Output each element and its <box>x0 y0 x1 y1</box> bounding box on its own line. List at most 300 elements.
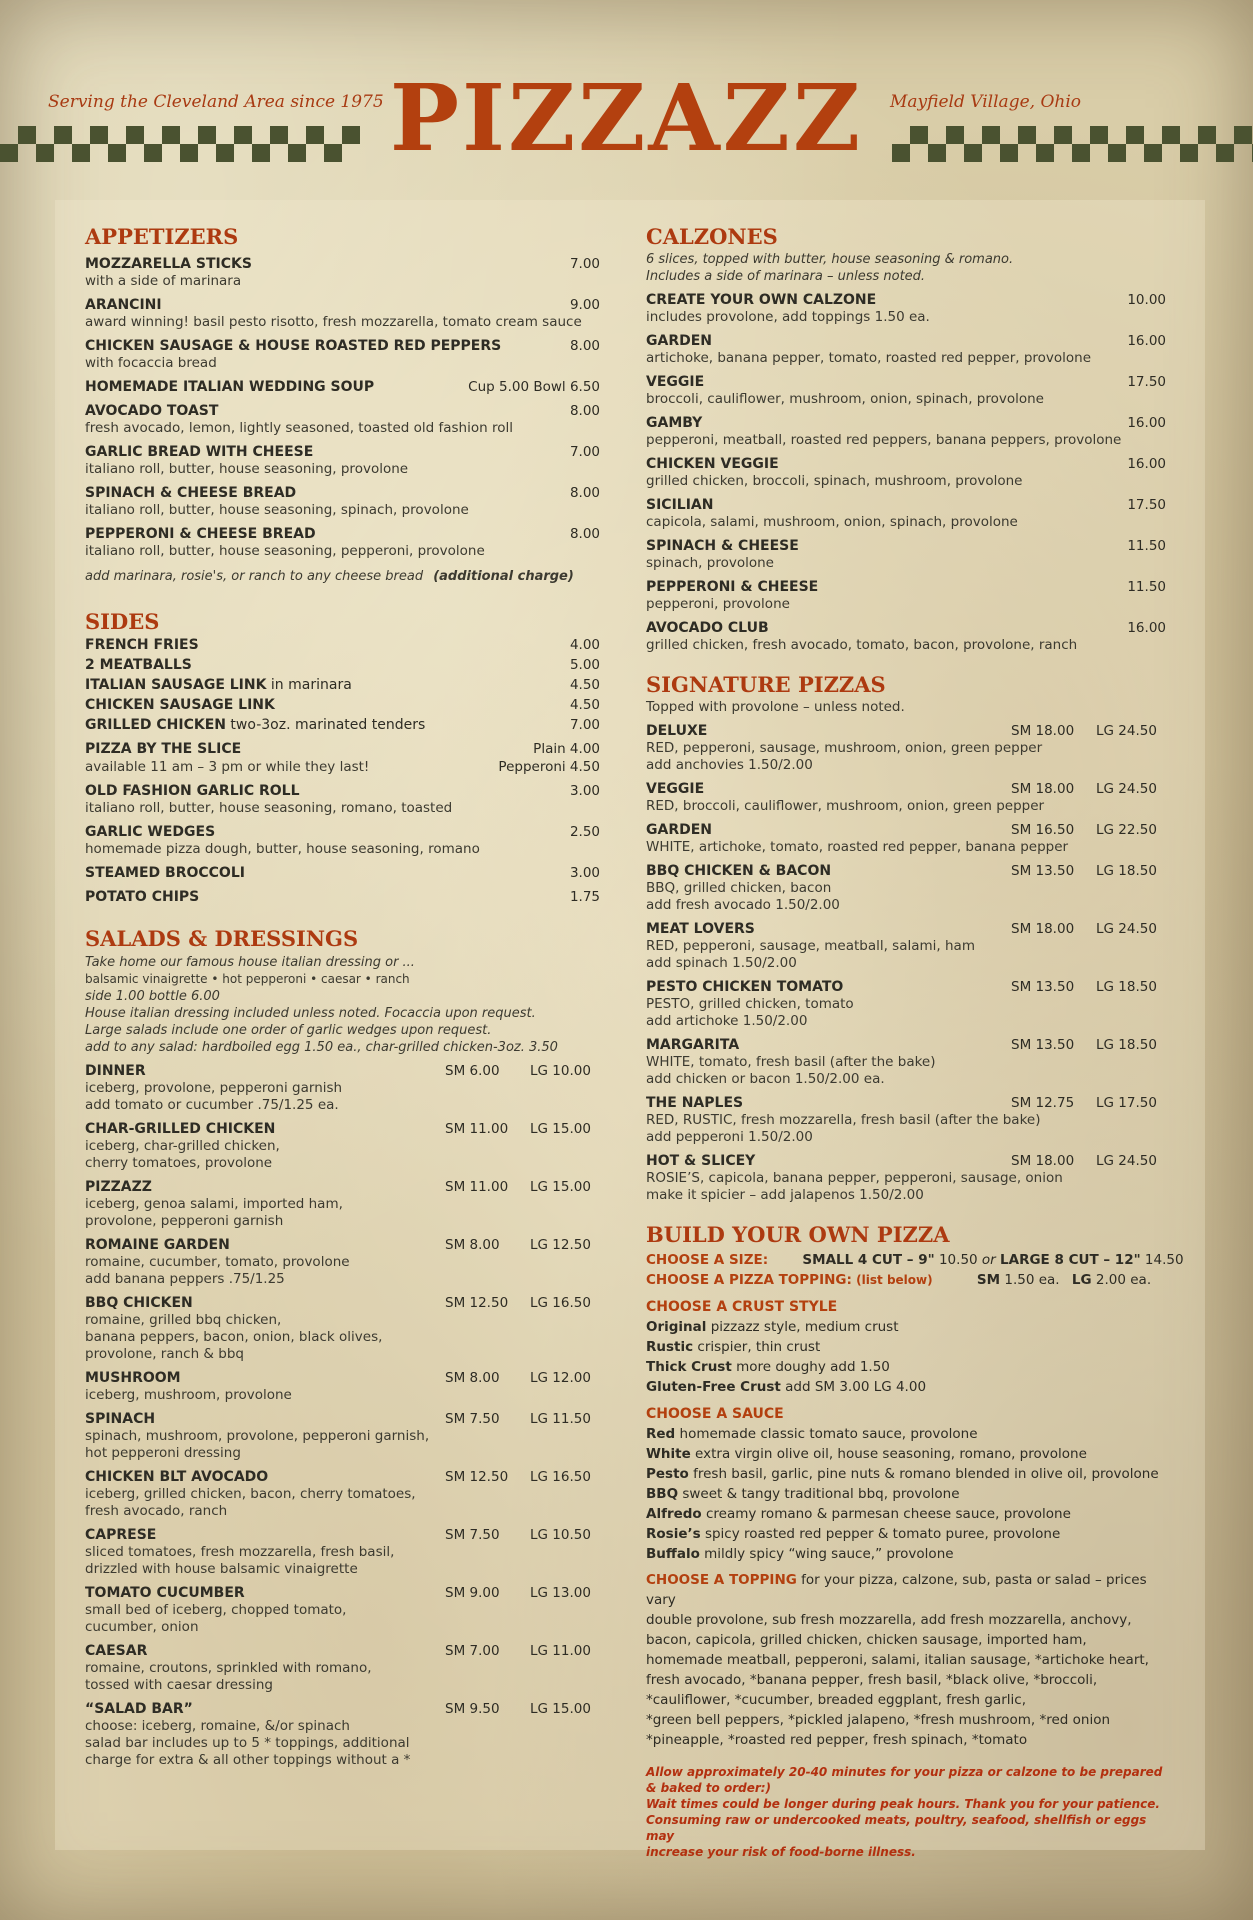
item-sizes <box>1011 722 1166 740</box>
menu-item <box>646 722 1166 774</box>
salads-section <box>85 926 600 1768</box>
menu-item <box>85 1236 600 1288</box>
item-desc: romaine, grilled bbq chicken, <box>85 1311 282 1328</box>
menu-item <box>85 1700 600 1769</box>
price-small: SM 13.50 <box>1011 979 1075 996</box>
item-desc: choose: iceberg, romaine, &/or spinach <box>85 1717 350 1734</box>
price-large: LG 16.50 <box>530 1294 591 1311</box>
item-desc: add fresh avocado 1.50/2.00 <box>646 897 840 914</box>
item-name: STEAMED BROCCOLI <box>85 865 245 882</box>
topping-line: *green bell peppers, *pickled jalapeno, *fresh mushroom, *red onion <box>646 1711 1111 1728</box>
menu-item <box>646 920 1166 972</box>
note-text: add marinara, rosie's, or ranch to any cheese bread <box>85 569 424 585</box>
item-extra: two-3oz. marinated tenders <box>225 717 426 734</box>
option-name: Alfredo <box>646 1505 702 1522</box>
size-small: SMALL 4 CUT – 9" <box>802 1251 935 1268</box>
item-row <box>85 484 600 502</box>
item-desc: fresh avocado, ranch <box>85 1502 228 1519</box>
item-name: PESTO CHICKEN TOMATO <box>646 979 844 996</box>
price-small: SM 12.50 <box>445 1294 509 1311</box>
item-name: BBQ CHICKEN & BACON <box>646 863 832 880</box>
sauce-option <box>646 1544 1166 1564</box>
item-name: CHICKEN BLT AVOCADO <box>85 1468 269 1485</box>
item-desc: grilled chicken, broccoli, spinach, mushroom, provolone <box>646 473 1023 490</box>
topping-head-rest: for your pizza, calzone, sub, pasta or salad – prices vary <box>646 1571 1147 1608</box>
item-desc: WHITE, tomato, fresh basil (after the bake) <box>646 1054 936 1071</box>
item-sizes <box>1011 920 1166 938</box>
salad-dressing-prices: side 1.00 bottle 6.00 <box>85 988 220 1004</box>
item-name: 2 MEATBALLS <box>85 657 192 674</box>
item-desc: with a side of marinara <box>85 273 242 290</box>
salad-dressings: balsamic vinaigrette • hot pepperoni • caesar • ranch <box>85 971 410 986</box>
option-name: Gluten-Free Crust <box>646 1378 781 1395</box>
item-sizes <box>445 1410 600 1428</box>
item-desc: available 11 am – 3 pm or while they last! <box>85 759 370 776</box>
item-desc: tossed with caesar dressing <box>85 1676 273 1693</box>
option-desc: spicy roasted red pepper & tomato puree, provolone <box>700 1525 1061 1542</box>
topping-line: homemade meatball, pepperoni, salami, italian sausage, *artichoke heart, <box>646 1651 1149 1668</box>
item-sizes <box>445 1468 600 1486</box>
crust-option <box>646 1317 1166 1337</box>
item-row <box>85 337 600 355</box>
item-name: POTATO CHIPS <box>85 889 200 906</box>
price-small: SM 11.00 <box>445 1120 509 1137</box>
item-price: Pepperoni 4.50 <box>498 759 600 776</box>
menu-item <box>85 402 600 437</box>
item-desc: fresh avocado, lemon, lightly seasoned, toasted old fashion roll <box>85 420 513 437</box>
item-row <box>85 696 600 714</box>
option-name: BBQ <box>646 1485 679 1502</box>
item-price: 11.50 <box>1127 538 1166 555</box>
item-price: 16.00 <box>1127 620 1166 637</box>
item-extra: in marinara <box>266 677 352 694</box>
item-desc: with focaccia bread <box>85 355 217 372</box>
item-row <box>85 1120 600 1138</box>
signature-list <box>646 722 1166 1204</box>
item-name: MARGARITA <box>646 1037 740 1054</box>
item-row <box>646 780 1166 798</box>
item-desc: italiano roll, butter, house seasoning, pepperoni, provolone <box>85 543 485 560</box>
item-desc: RED, pepperoni, sausage, mushroom, onion, green pepper <box>646 740 1043 757</box>
price-large: LG 24.50 <box>1096 921 1157 938</box>
menu-item <box>85 696 600 714</box>
item-sizes <box>1011 1152 1166 1170</box>
item-name: PEPPERONI & CHEESE BREAD <box>85 526 316 543</box>
menu-item <box>85 378 600 396</box>
item-row <box>85 525 600 543</box>
menu-item <box>85 636 600 654</box>
price-small: SM 16.50 <box>1011 822 1075 839</box>
item-name: HOMEMADE ITALIAN WEDDING SOUP <box>85 379 375 396</box>
price-small: SM 12.50 <box>445 1468 509 1485</box>
menu-item <box>646 1094 1166 1146</box>
menu-item <box>85 1294 600 1363</box>
menu-item <box>85 656 600 674</box>
item-sizes <box>445 1178 600 1196</box>
food-warning <box>646 1764 1166 1860</box>
item-name: ITALIAN SAUSAGE LINK in marinara <box>85 677 352 694</box>
item-name: CHICKEN SAUSAGE & HOUSE ROASTED RED PEPPERS <box>85 338 502 355</box>
price-large: LG 12.50 <box>530 1236 591 1253</box>
item-desc: sliced tomatoes, fresh mozzarella, fresh basil, <box>85 1543 395 1560</box>
item-price: 3.00 <box>569 783 600 800</box>
section-title: SALADS & DRESSINGS <box>85 926 359 952</box>
item-row <box>646 496 1166 514</box>
item-row <box>85 378 600 396</box>
topping-head-label: CHOOSE A TOPPING <box>646 1571 797 1588</box>
topping-line: *pineapple, *roasted red pepper, fresh spinach, *tomato <box>646 1731 1028 1748</box>
price-large: LG 10.00 <box>530 1062 591 1079</box>
menu-item <box>85 1468 600 1520</box>
sides-list-more <box>85 782 600 906</box>
menu-item <box>646 291 1166 326</box>
menu-item <box>85 1062 600 1114</box>
option-desc: creamy romano & parmesan cheese sauce, provolone <box>701 1505 1071 1522</box>
crust-option <box>646 1357 1166 1377</box>
item-desc: drizzled with house balsamic vinaigrette <box>85 1560 358 1577</box>
appetizers-note <box>85 568 600 585</box>
item-desc: provolone, pepperoni garnish <box>85 1212 284 1229</box>
price-small: SM 7.00 <box>445 1642 500 1659</box>
size-or: or <box>981 1251 996 1268</box>
menu-item <box>85 296 600 331</box>
sauce-option <box>646 1484 1166 1504</box>
item-price: 9.00 <box>569 297 600 314</box>
item-row <box>85 402 600 420</box>
price-large: LG 15.00 <box>530 1178 591 1195</box>
item-price: 4.50 <box>569 697 600 714</box>
item-row <box>646 537 1166 555</box>
option-desc: homemade classic tomato sauce, provolone <box>675 1425 978 1442</box>
topping-note: (list below) <box>856 1272 933 1287</box>
item-sizes <box>1011 821 1166 839</box>
price-small: SM 7.50 <box>445 1410 500 1427</box>
item-desc: add banana peppers .75/1.25 <box>85 1270 285 1287</box>
menu-item <box>646 455 1166 490</box>
item-desc: cherry tomatoes, provolone <box>85 1154 273 1171</box>
item-name: ARANCINI <box>85 297 162 314</box>
item-desc: artichoke, banana pepper, tomato, roasted red pepper, provolone <box>646 350 1092 367</box>
menu-item <box>646 537 1166 572</box>
item-price: 1.75 <box>569 889 600 906</box>
item-name: OLD FASHION GARLIC ROLL <box>85 783 300 800</box>
item-name: PEPPERONI & CHEESE <box>646 579 819 596</box>
item-desc: spinach, provolone <box>646 555 774 572</box>
price-small: SM 9.50 <box>445 1700 500 1717</box>
item-desc: banana peppers, bacon, onion, black olives, <box>85 1328 383 1345</box>
right-column <box>646 224 1184 1860</box>
item-desc: grilled chicken, fresh avocado, tomato, bacon, provolone, ranch <box>646 637 1078 654</box>
item-name: BBQ CHICKEN <box>85 1294 193 1311</box>
item-name: THE NAPLES <box>646 1095 744 1112</box>
item-name: GARLIC WEDGES <box>85 824 216 841</box>
item-desc: iceberg, char-grilled chicken, <box>85 1137 280 1154</box>
item-desc: homemade pizza dough, butter, house seasoning, romano <box>85 841 480 858</box>
sauce-label: CHOOSE A SAUCE <box>646 1405 784 1422</box>
item-name: DINNER <box>85 1062 146 1079</box>
item-row <box>85 1642 600 1660</box>
item-row <box>646 821 1166 839</box>
option-desc: more doughy add 1.50 <box>731 1358 890 1375</box>
item-price: 16.00 <box>1127 456 1166 473</box>
item-row <box>85 656 600 674</box>
item-price: 10.00 <box>1127 292 1166 309</box>
item-desc: pepperoni, meatball, roasted red peppers, banana peppers, provolone <box>646 432 1122 449</box>
item-row <box>85 1369 600 1387</box>
item-price: Plain 4.00 <box>533 741 600 758</box>
price-small: SM 13.50 <box>1011 1037 1075 1054</box>
price-large: LG 12.00 <box>530 1369 591 1386</box>
item-name: MOZZARELLA STICKS <box>85 256 252 273</box>
salads-list <box>85 1062 600 1769</box>
item-name: SPINACH & CHEESE BREAD <box>85 485 297 502</box>
item-row <box>646 1152 1166 1170</box>
item-name: CHICKEN SAUSAGE LINK <box>85 697 275 714</box>
item-price: 2.50 <box>569 824 600 841</box>
menu-item <box>85 1642 600 1694</box>
item-row <box>85 782 600 800</box>
item-price: 4.50 <box>569 677 600 694</box>
price-small: SM 18.00 <box>1011 1153 1075 1170</box>
item-name: AVOCADO TOAST <box>85 403 219 420</box>
item-row <box>646 414 1166 432</box>
price-large: LG 16.50 <box>530 1468 591 1485</box>
price-large: LG 18.50 <box>1096 1037 1157 1054</box>
item-name: DELUXE <box>646 723 708 740</box>
section-title: APPETIZERS <box>85 224 239 249</box>
item-row <box>85 1526 600 1544</box>
item-desc: romaine, croutons, sprinkled with romano, <box>85 1659 372 1676</box>
item-row <box>646 332 1166 350</box>
sides-section <box>85 609 600 906</box>
item-row <box>85 1236 600 1254</box>
item-desc: iceberg, mushroom, provolone <box>85 1386 292 1403</box>
menu-item <box>85 484 600 519</box>
topping-label: CHOOSE A PIZZA TOPPING: <box>646 1271 852 1288</box>
price-small: SM 6.00 <box>445 1062 500 1079</box>
salad-note: add to any salad: hardboiled egg 1.50 ea., char-grilled chicken-3oz. 3.50 <box>85 1039 558 1055</box>
menu-item <box>646 332 1166 367</box>
menu-item <box>85 676 600 694</box>
item-desc: italiano roll, butter, house seasoning, romano, toasted <box>85 800 453 817</box>
menu-item <box>646 780 1166 815</box>
option-name: Rosie’s <box>646 1525 701 1542</box>
menu-item <box>85 864 600 882</box>
item-row <box>85 1294 600 1312</box>
section-title: SIGNATURE PIZZAS <box>646 672 886 698</box>
option-desc: sweet & tangy traditional bbq, provolone <box>678 1485 960 1502</box>
item-row <box>85 1584 600 1602</box>
option-name: Thick Crust <box>646 1358 732 1375</box>
price-large: LG 17.50 <box>1096 1095 1157 1112</box>
topping-lg-price: 2.00 ea. <box>1095 1271 1152 1288</box>
option-desc: extra virgin olive oil, house seasoning, romano, provolone <box>690 1445 1087 1462</box>
warning-line: Wait times could be longer during peak hours. Thank you for your patience. <box>646 1796 1160 1811</box>
price-large: LG 24.50 <box>1096 781 1157 798</box>
item-desc: WHITE, artichoke, tomato, roasted red pepper, banana pepper <box>646 839 1069 856</box>
warning-line: Allow approximately 20-40 minutes for your pizza or calzone to be prepared & baked to order:) <box>646 1764 1163 1795</box>
left-column <box>85 224 600 1769</box>
item-price: 7.00 <box>569 256 600 273</box>
menu-item <box>646 578 1166 613</box>
item-name: SPINACH <box>85 1410 156 1427</box>
item-sizes <box>445 1062 600 1080</box>
item-desc: provolone, ranch & bbq <box>85 1345 244 1362</box>
option-name: White <box>646 1445 691 1462</box>
sauce-list <box>646 1424 1166 1564</box>
menu-item <box>646 496 1166 531</box>
item-name: HOT & SLICEY <box>646 1153 756 1170</box>
item-desc: BBQ, grilled chicken, bacon <box>646 880 832 897</box>
sauce-option <box>646 1504 1166 1524</box>
item-name: GARDEN <box>646 333 713 350</box>
item-desc: cucumber, onion <box>85 1618 199 1635</box>
option-desc: pizzazz style, medium crust <box>706 1318 899 1335</box>
item-price: Cup 5.00 Bowl 6.50 <box>468 379 600 396</box>
menu-item <box>646 1036 1166 1088</box>
item-desc: ROSIE’S, capicola, banana pepper, pepperoni, sausage, onion <box>646 1170 1063 1187</box>
menu-item <box>646 978 1166 1030</box>
item-price: 17.50 <box>1127 497 1166 514</box>
item-desc: PESTO, grilled chicken, tomato <box>646 996 854 1013</box>
item-desc: capicola, salami, mushroom, onion, spinach, provolone <box>646 514 1018 531</box>
calzone-intro: 6 slices, topped with butter, house seasoning & romano. <box>646 252 1014 268</box>
item-price: 3.00 <box>569 865 600 882</box>
item-row <box>85 296 600 314</box>
menu-item <box>85 525 600 560</box>
size-large-price: 14.50 <box>1144 1251 1184 1268</box>
item-price: 11.50 <box>1127 579 1166 596</box>
price-small: SM 8.00 <box>445 1369 500 1386</box>
item-price: 7.00 <box>569 717 600 734</box>
item-sizes <box>445 1526 600 1544</box>
item-price: 7.00 <box>569 444 600 461</box>
item-sizes <box>1011 978 1166 996</box>
item-name: CAPRESE <box>85 1526 157 1543</box>
item-desc: RED, broccoli, cauliflower, mushroom, onion, green pepper <box>646 798 1045 815</box>
size-small-price: 10.50 <box>938 1251 978 1268</box>
item-desc: iceberg, grilled chicken, bacon, cherry tomatoes, <box>85 1485 416 1502</box>
price-small: SM 13.50 <box>1011 863 1075 880</box>
item-price: 5.00 <box>569 657 600 674</box>
menu-item <box>85 1526 600 1578</box>
option-desc: add SM 3.00 LG 4.00 <box>780 1378 927 1395</box>
restaurant-title: PIZZAZZ <box>389 64 864 172</box>
price-small: SM 9.00 <box>445 1584 500 1601</box>
menu-item <box>646 1152 1166 1204</box>
price-large: LG 11.00 <box>530 1642 591 1659</box>
item-name: CREATE YOUR OWN CALZONE <box>646 292 877 309</box>
menu-item <box>85 716 600 734</box>
item-desc: hot pepperoni dressing <box>85 1444 241 1461</box>
menu-item <box>646 619 1166 654</box>
salad-note: Large salads include one order of garlic wedges upon request. <box>85 1022 492 1038</box>
item-name: GRILLED CHICKEN two-3oz. marinated tenders <box>85 717 426 734</box>
item-price: 16.00 <box>1127 415 1166 432</box>
item-desc: add tomato or cucumber .75/1.25 ea. <box>85 1096 339 1113</box>
item-sizes <box>1011 780 1166 798</box>
option-name: Red <box>646 1425 676 1442</box>
item-row <box>85 1410 600 1428</box>
item-price: 8.00 <box>569 338 600 355</box>
item-sizes <box>1011 862 1166 880</box>
item-name: “SALAD BAR” <box>85 1700 193 1717</box>
item-row <box>85 1700 600 1718</box>
salad-intro: Take home our famous house italian dressing or ... <box>85 954 415 970</box>
sides-list <box>85 636 600 734</box>
topping-price <box>646 1270 1166 1290</box>
item-desc: broccoli, cauliflower, mushroom, onion, spinach, provolone <box>646 391 1044 408</box>
item-price: 4.00 <box>569 637 600 654</box>
item-row <box>85 823 600 841</box>
item-row <box>646 373 1166 391</box>
item-name: CAESAR <box>85 1642 148 1659</box>
menu-item <box>85 823 600 858</box>
calzones-section <box>646 224 1166 654</box>
item-desc: iceberg, genoa salami, imported ham, <box>85 1195 343 1212</box>
menu-item <box>85 1584 600 1636</box>
price-small: SM 8.00 <box>445 1236 500 1253</box>
menu-item <box>85 1369 600 1404</box>
warning-line: increase your risk of food-borne illness. <box>646 1844 916 1859</box>
item-name: PIZZA BY THE SLICE <box>85 741 242 758</box>
item-sizes <box>1011 1036 1166 1054</box>
item-desc: add anchovies 1.50/2.00 <box>646 757 813 774</box>
item-name: VEGGIE <box>646 374 705 391</box>
item-row <box>646 455 1166 473</box>
crust-list <box>646 1317 1166 1397</box>
menu-item <box>646 373 1166 408</box>
item-name: CHICKEN VEGGIE <box>646 456 779 473</box>
warning-line: Consuming raw or undercooked meats, poultry, seafood, shellfish or eggs may <box>646 1812 1147 1843</box>
tagline-left: Serving the Cleveland Area since 1975 <box>48 92 384 112</box>
item-desc: award winning! basil pesto risotto, fresh mozzarella, tomato cream sauce <box>85 314 582 331</box>
option-name: Buffalo <box>646 1545 700 1562</box>
menu-item <box>85 443 600 478</box>
item-sizes <box>445 1369 600 1387</box>
item-desc: make it spicier – add jalapenos 1.50/2.00 <box>646 1187 924 1204</box>
item-name: CHAR-GRILLED CHICKEN <box>85 1120 276 1137</box>
appetizers-section <box>85 224 600 585</box>
price-large: LG 10.50 <box>530 1526 591 1543</box>
item-row <box>646 578 1166 596</box>
item-row <box>646 862 1166 880</box>
menu-item <box>85 1120 600 1172</box>
item-price: 8.00 <box>569 403 600 420</box>
item-row <box>85 676 600 694</box>
topping-line: bacon, capicola, grilled chicken, chicken sausage, imported ham, <box>646 1631 1087 1648</box>
price-small: SM 7.50 <box>445 1526 500 1543</box>
option-name: Rustic <box>646 1338 694 1355</box>
item-name: GARDEN <box>646 822 713 839</box>
item-name: MUSHROOM <box>85 1369 181 1386</box>
price-large: LG 24.50 <box>1096 723 1157 740</box>
item-desc: pepperoni, provolone <box>646 596 790 613</box>
item-row <box>646 619 1166 637</box>
item-sizes <box>445 1236 600 1254</box>
signature-intro: Topped with provolone – unless noted. <box>646 699 905 716</box>
item-row <box>646 978 1166 996</box>
item-name: GAMBY <box>646 415 703 432</box>
item-sizes <box>445 1642 600 1660</box>
calzone-intro: Includes a side of marinara – unless noted. <box>646 269 926 285</box>
menu-item <box>85 888 600 906</box>
item-row <box>646 1094 1166 1112</box>
note-extra: (additional charge) <box>433 569 574 585</box>
item-name: MEAT LOVERS <box>646 921 755 938</box>
calzones-list <box>646 291 1166 654</box>
appetizers-list <box>85 255 600 560</box>
